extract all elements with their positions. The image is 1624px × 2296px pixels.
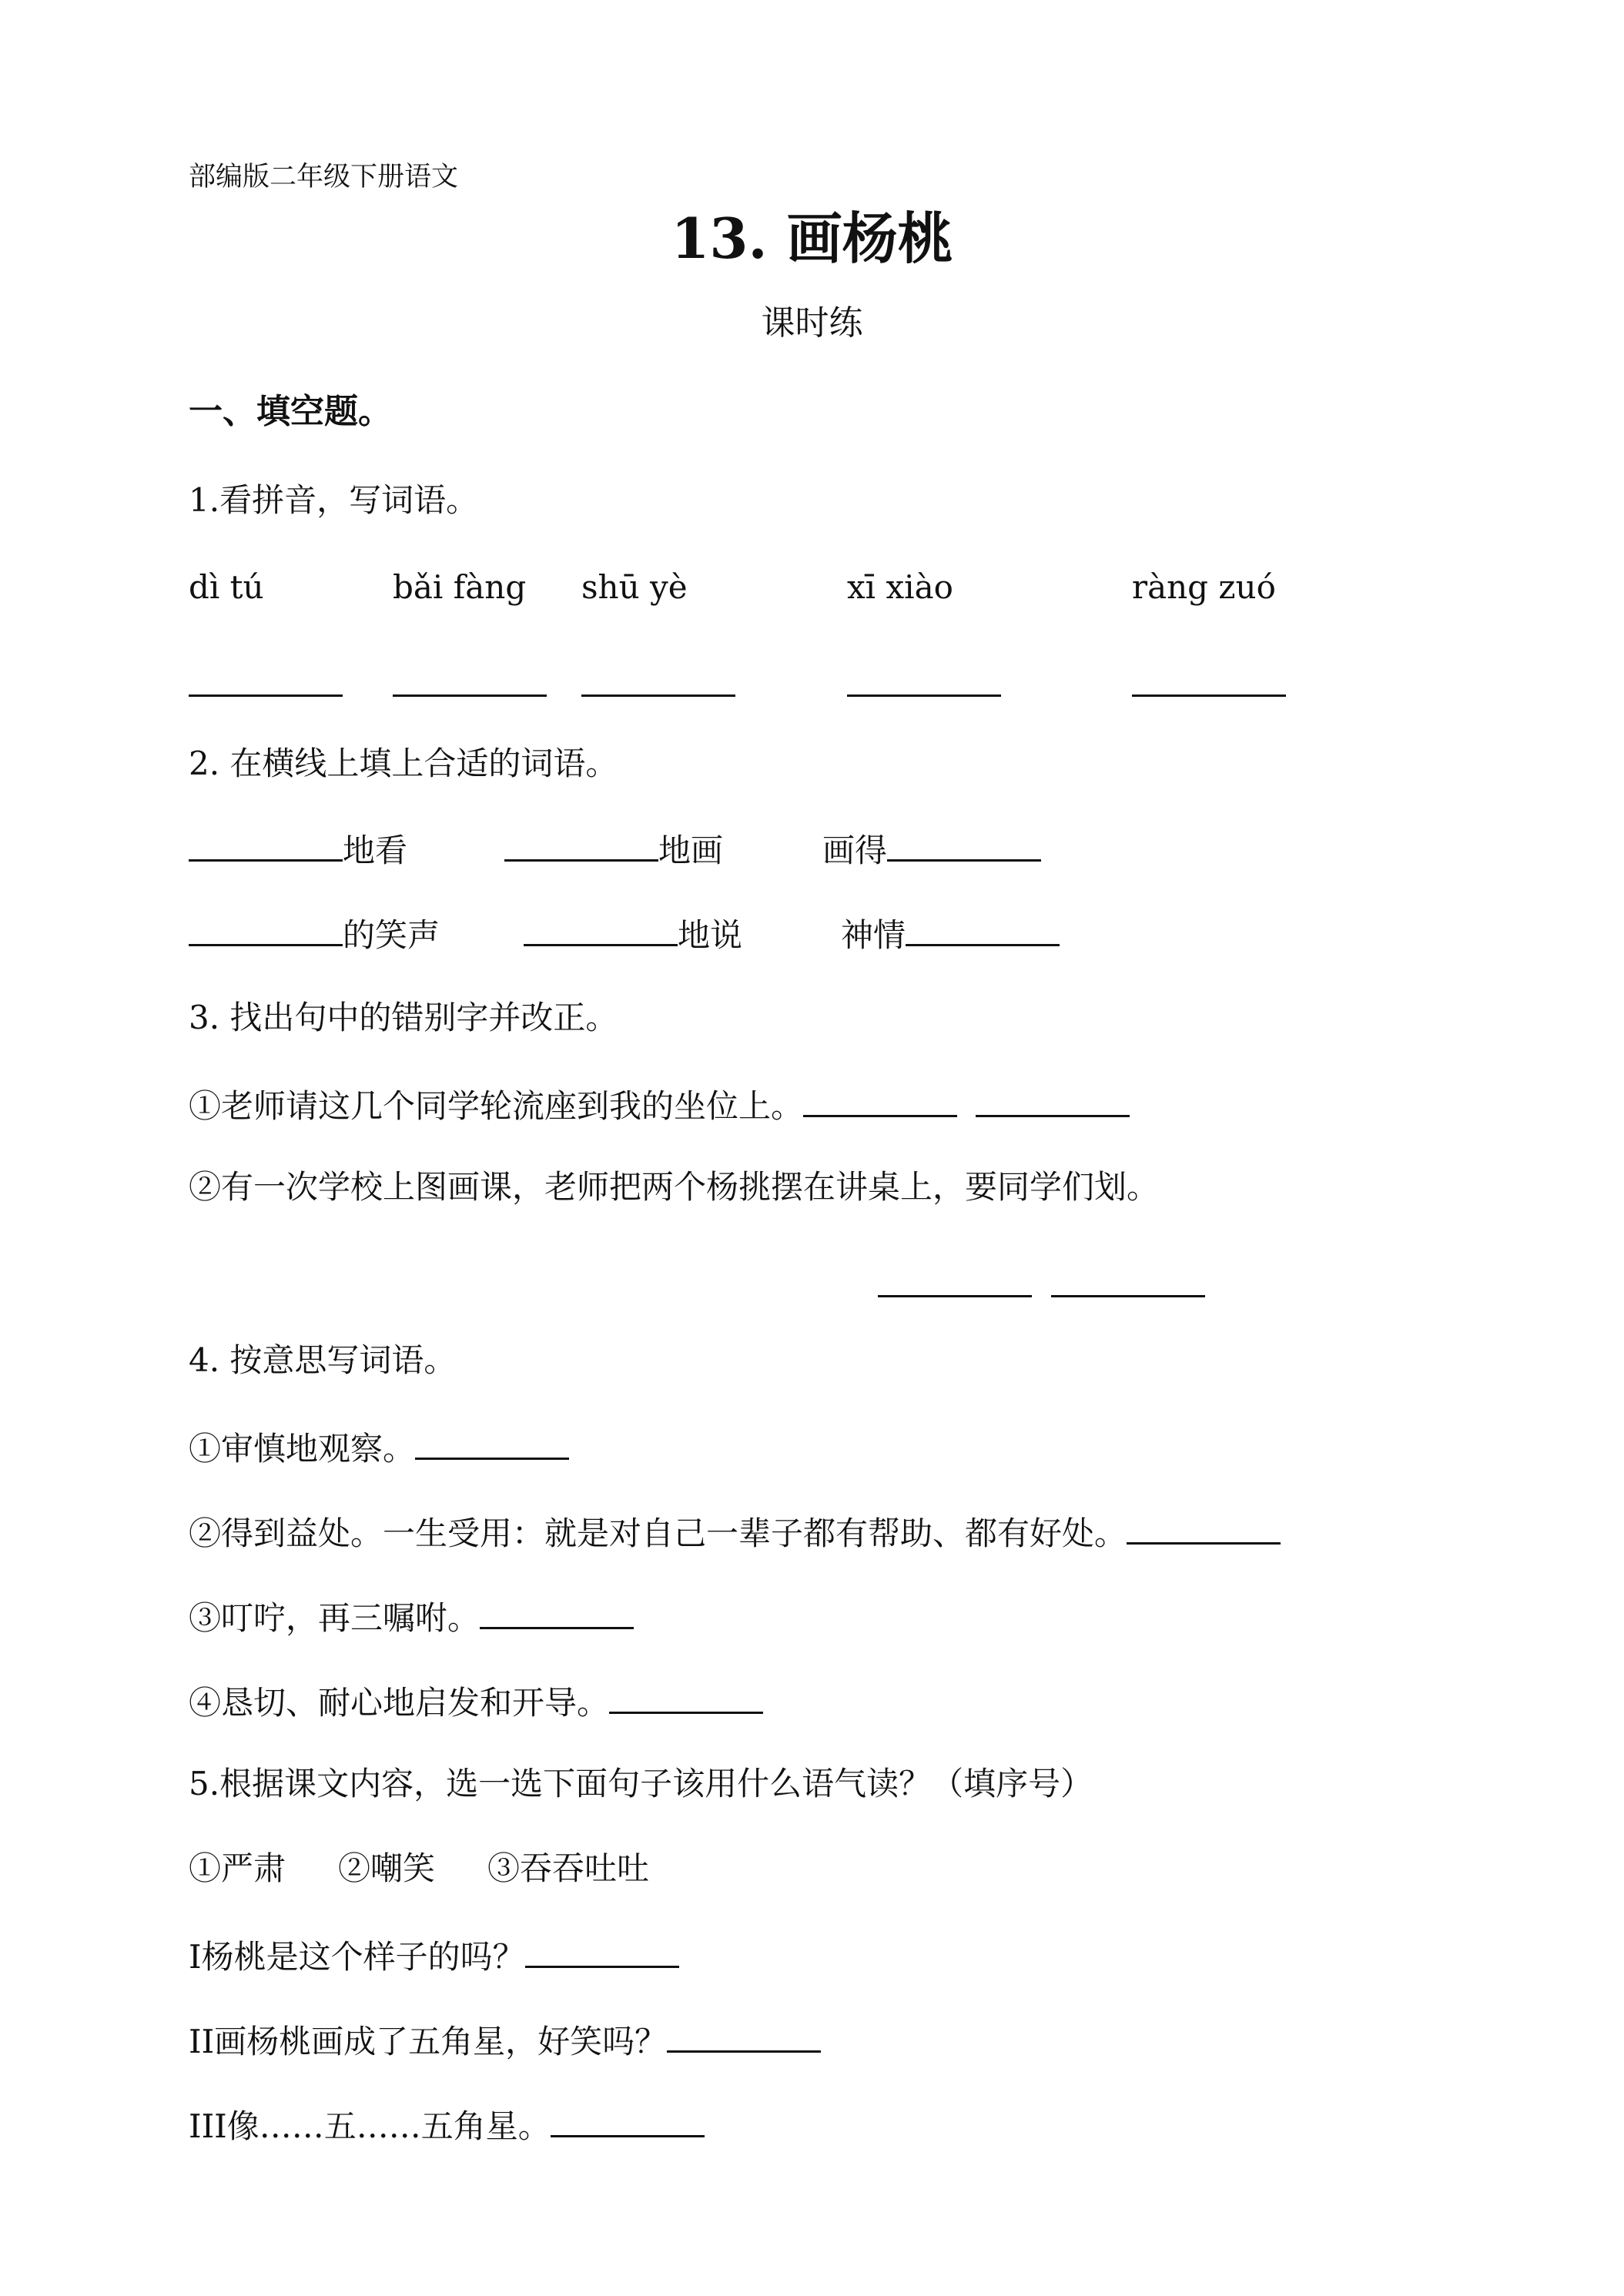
grade-label: 部编版二年级下册语文 [189,162,459,192]
q4-item-3: ③叮咛，再三嘱咐。 [189,1591,634,1642]
answer-blank[interactable] [525,1930,679,1968]
section-heading: 一、填空题。 [189,392,392,431]
q2-row2-item3 [841,909,1060,959]
q2-prompt: 2. 在横线上填上合适的词语。 [189,745,618,782]
pinyin-2: bǎi fàng [393,568,527,606]
answer-blank[interactable] [524,909,678,946]
answer-blank[interactable] [1051,1295,1205,1297]
page-title: 13. 画杨桃 [671,206,953,271]
fill-word: 画得 [822,832,888,869]
option: ②嘲笑 [338,1849,436,1887]
answer-blank[interactable] [189,824,343,862]
q2-row2-item2 [524,909,742,959]
answer-blank[interactable] [667,2015,821,2053]
q1-prompt: 1.看拼音，写词语。 [189,481,479,519]
fill-word: 的笑声 [343,916,440,954]
q2-row1-item1 [189,824,407,874]
fill-word: 神情 [841,916,906,954]
answer-blank[interactable] [887,824,1041,862]
fill-word: 地说 [678,916,743,954]
answer-blank[interactable] [847,694,1001,697]
option: ③吞吞吐吐 [487,1849,650,1887]
page-subtitle: 课时练 [761,303,863,343]
q5-sentence-1: I杨桃是这个样子的吗？ [189,1930,679,1980]
answer-blank[interactable] [878,1295,1032,1297]
answer-blank[interactable] [976,1079,1130,1117]
answer-blank[interactable] [504,824,658,862]
q3-sentence-2: ②有一次学校上图画课，老师把两个杨挑摆在讲桌上，要同学们划。 [189,1168,1160,1206]
q5-prompt: 5.根据课文内容，选一选下面句子该用什么语气读？（填序号） [189,1765,1093,1802]
q3-sentence-1: ①老师请这几个同学轮流座到我的坐位上。 [189,1079,1130,1130]
option: ①严肃 [189,1849,286,1887]
answer-blank[interactable] [803,1079,957,1117]
q4-prompt: 4. 按意思写词语。 [189,1341,457,1379]
answer-blank[interactable] [1127,1507,1281,1545]
q3-prompt: 3. 找出句中的错别字并改正。 [189,999,618,1036]
q4-item-4: ④恳切、耐心地启发和开导。 [189,1676,763,1726]
answer-blank[interactable] [1132,694,1286,697]
fill-word: 地看 [343,832,408,869]
q5-options [189,1846,649,1892]
pinyin-5: ràng zuó [1132,568,1276,606]
answer-blank[interactable] [581,694,735,697]
q5-sentence-2: II画杨桃画成了五角星，好笑吗？ [189,2015,821,2065]
answer-blank[interactable] [415,1422,569,1460]
answer-blank[interactable] [393,694,547,697]
q5-sentence-3: III像……五……五角星。 [189,2100,705,2150]
answer-blank[interactable] [551,2100,705,2137]
answer-blank[interactable] [906,909,1060,946]
answer-blank[interactable] [609,1676,763,1714]
q2-row1-item2 [504,824,723,874]
q2-row2-item1 [189,909,440,959]
q4-item-2: ②得到益处。一生受用：就是对自己一辈子都有帮助、都有好处。 [189,1507,1281,1557]
q4-item-1: ①审慎地观察。 [189,1422,569,1472]
answer-blank[interactable] [189,909,343,946]
answer-blank[interactable] [480,1591,634,1629]
pinyin-4: xī xiào [847,568,953,606]
answer-blank[interactable] [189,694,343,697]
fill-word: 地画 [658,832,724,869]
pinyin-3: shū yè [581,568,688,606]
pinyin-1: dì tú [189,568,264,606]
q2-row1-item3 [822,824,1041,874]
